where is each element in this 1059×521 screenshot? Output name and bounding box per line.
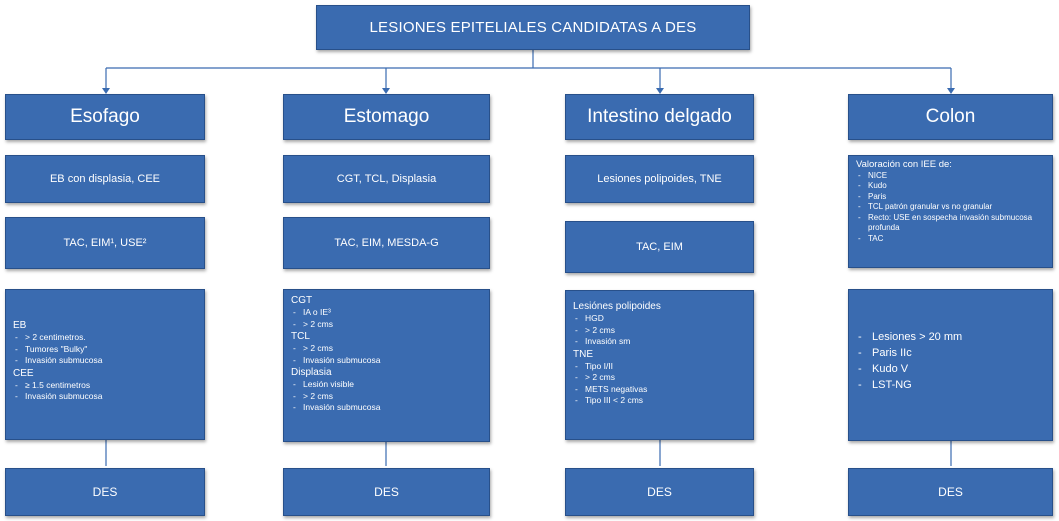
colon-criteria xyxy=(848,289,1053,441)
list-item: - Lesión visible xyxy=(291,379,483,391)
list-item: - Paris xyxy=(856,192,1047,203)
list-item: - Recto: USE en sospecha invasión submucosa profunda xyxy=(856,213,1047,234)
list-item: - IA o IE³ xyxy=(291,307,483,319)
list-item: - HGD xyxy=(573,313,747,325)
list-item: - Paris IIc xyxy=(856,345,1046,361)
esofago-studies: TAC, EIM¹, USE² xyxy=(5,217,205,269)
header-esofago: Esofago xyxy=(5,94,205,140)
intestino-des: DES xyxy=(565,468,754,516)
list-item: - > 2 cms xyxy=(573,325,747,337)
estomago-des: DES xyxy=(283,468,490,516)
list-item: - Invasión submucosa xyxy=(13,391,198,403)
esofago-lesions: EB con displasia, CEE xyxy=(5,155,205,203)
list-item: - Tipo III < 2 cms xyxy=(573,395,747,407)
criteria-heading: TCL xyxy=(291,331,310,342)
list-item: - Invasión submucosa xyxy=(13,355,198,367)
list-item: - > 2 cms xyxy=(573,372,747,384)
estomago-lesions: CGT, TCL, Displasia xyxy=(283,155,490,203)
intestino-studies: TAC, EIM xyxy=(565,221,754,273)
intestino-lesions: Lesiones polipoides, TNE xyxy=(565,155,754,203)
list-item: - > 2 cms xyxy=(291,343,483,355)
criteria-heading: TNE xyxy=(573,348,593,360)
list-item: - Kudo V xyxy=(856,361,1046,377)
list-item: - Lesiones > 20 mm xyxy=(856,329,1046,345)
esofago-des: DES xyxy=(5,468,205,516)
list-item: - TAC xyxy=(856,234,1047,245)
list-item: - Tipo I/II xyxy=(573,361,747,373)
list-item: - Invasión submucosa xyxy=(291,402,483,414)
estomago-criteria xyxy=(283,289,490,442)
list-item: - > 2 cms xyxy=(291,391,483,403)
list-item: - > 2 cms xyxy=(291,319,483,331)
header-colon: Colon xyxy=(848,94,1053,140)
list-item: - LST-NG xyxy=(856,377,1046,393)
valoracion-heading: Valoración con IEE de: xyxy=(856,159,952,170)
estomago-studies: TAC, EIM, MESDA-G xyxy=(283,217,490,269)
criteria-heading: CEE xyxy=(13,367,34,379)
list-item: - Tumores "Bulky" xyxy=(13,344,198,356)
list-item: - > 2 centimetros. xyxy=(13,332,198,344)
header-estomago: Estomago xyxy=(283,94,490,140)
header-intestino-delgado: Intestino delgado xyxy=(565,94,754,140)
colon-valoracion xyxy=(848,155,1053,268)
list-item: - Invasión submucosa xyxy=(291,355,483,367)
colon-des: DES xyxy=(848,468,1053,516)
criteria-heading: EB xyxy=(13,320,27,331)
list-item: - METS negativas xyxy=(573,384,747,396)
esofago-criteria xyxy=(5,289,205,440)
list-item: - Kudo xyxy=(856,181,1047,192)
criteria-heading: Lesiónes polipoides xyxy=(573,301,661,312)
list-item: - ≥ 1.5 centimetros xyxy=(13,380,198,392)
criteria-heading: Displasia xyxy=(291,367,332,378)
list-item: - NICE xyxy=(856,171,1047,182)
list-item: - Invasión sm xyxy=(573,336,747,348)
criteria-heading: CGT xyxy=(291,295,313,306)
diagram-title: LESIONES EPITELIALES CANDIDATAS A DES xyxy=(316,5,750,50)
intestino-criteria xyxy=(565,290,754,440)
list-item: - TCL patrón granular vs no granular xyxy=(856,202,1047,213)
